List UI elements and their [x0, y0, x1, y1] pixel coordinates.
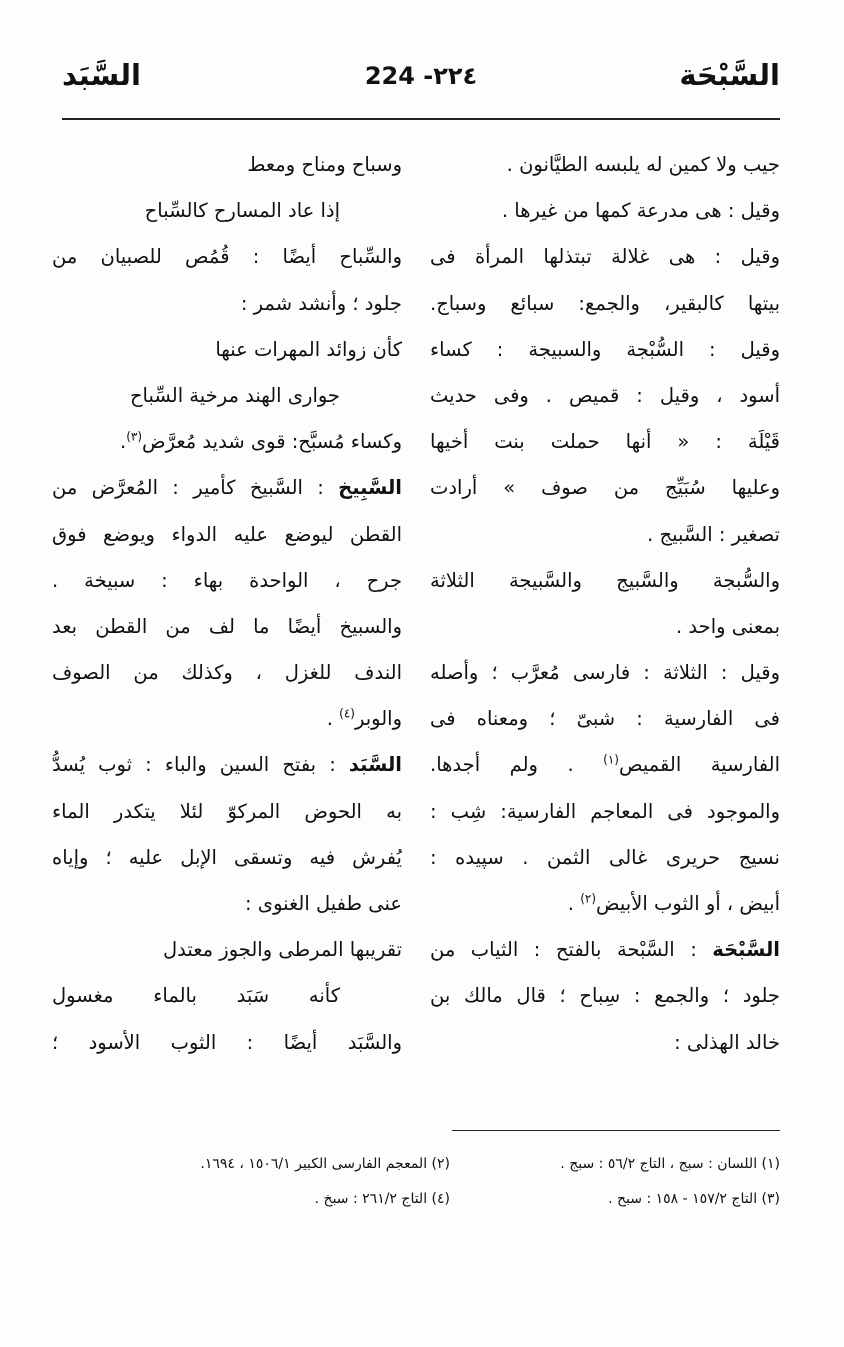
line-text: : السَّبْحة بالفتح : الثياب من: [430, 938, 713, 962]
right-column-line: [430, 789, 780, 835]
right-column-line: [430, 327, 780, 373]
left-column-line: [52, 281, 402, 327]
left-column-line: [52, 512, 402, 558]
line-text: وقيل : هى مدرعة كمها من غيرها .: [501, 199, 780, 223]
line-text: فى الفارسية : شبىّ ؛ ومعناه فى: [430, 707, 780, 731]
footnote-marker: (٣): [126, 429, 143, 444]
page-header: [62, 58, 780, 108]
line-text: الندف للغزل ، وكذلك من الصوف: [52, 661, 402, 685]
line-text: جلود ؛ وأنشد شمر :: [240, 291, 402, 315]
line-text: أبيض ، أو الثوب الأبيض: [596, 892, 780, 915]
line-text: والسِّباح أيضًا : قُمُص للصبيان من: [52, 245, 402, 269]
line-text: وسباح ومناح ومعط: [247, 153, 402, 176]
entry-headword: السَّبِيخ: [338, 476, 402, 500]
line-text: والسُّبجة والسَّبيج والسَّبيجة الثلاثة: [430, 568, 780, 592]
line-text: الفارسية القميص: [618, 753, 780, 777]
left-column-line: [52, 327, 402, 373]
line-text: نسيج حريرى غالى الثمن . سپيده :: [430, 845, 780, 869]
left-column-line: [52, 973, 402, 1019]
line-text: جيب ولا كمين له يلبسه الطيَّانون .: [506, 153, 780, 176]
line-text: وعليها سُبَيِّج من صوف » أرادت: [430, 476, 780, 500]
footnote-3: (٣) التاج ١٥٧/٢ - ١٥٨ : سبح .: [608, 1191, 780, 1207]
line-text: به الحوض المركوّ لئلا يتكدر الماء: [52, 799, 402, 823]
line-text: وقيل : هى غلالة تبتذلها المرأة فى: [430, 245, 780, 269]
entry-headword: السَّبْحَة: [712, 938, 780, 962]
left-column-line: [52, 188, 402, 234]
line-text: والموجود فى المعاجم الفارسية: شِب :: [430, 799, 780, 823]
line-text: القطن ليوضع عليه الدواء ويوضع فوق: [52, 522, 402, 546]
line-text: والسبيخ أيضًا ما لف من القطن بعد: [52, 614, 402, 638]
left-column-line: [52, 234, 402, 280]
line-text: والسَّبَد أيضًا : الثوب الأسود ؛: [52, 1030, 402, 1054]
line-text-after: .: [326, 707, 340, 731]
right-column-line: [430, 835, 780, 881]
line-text: وكساء مُسبَّح: قوى شديد مُعرَّض: [142, 430, 402, 454]
left-column-line: [52, 373, 402, 419]
line-text: يُفرش فيه وتسقى الإبل عليه ؛ وإياه: [52, 845, 402, 869]
left-column-line: [52, 927, 402, 973]
line-text-after: .: [120, 430, 127, 454]
entry-headword: السَّبَد: [348, 753, 402, 777]
line-text: إذا عاد المسارح كالسِّباح: [144, 199, 340, 223]
left-column-line: [52, 419, 402, 465]
line-text: خالد الهذلى :: [674, 1030, 780, 1054]
footnote-rule: [452, 1130, 780, 1131]
footnote-1: (١) اللسان : سبج ، التاج ٥٦/٢ : سبج .: [560, 1156, 780, 1172]
right-column-line: [430, 281, 780, 327]
line-text: والوبر: [354, 707, 402, 731]
left-column-line: [52, 789, 402, 835]
line-text: جوارى الهند مرخية السِّباح: [129, 383, 340, 407]
line-text: جلود ؛ والجمع : سِباح ؛ قال مالك بن: [430, 984, 780, 1008]
line-text: قَيْلَة : « أنها حملت بنت أخيها: [430, 430, 780, 454]
left-column-line: [52, 650, 402, 696]
right-column: [430, 142, 780, 1066]
left-column-line: [52, 835, 402, 881]
page-number: 224 -٢٢٤: [364, 62, 478, 90]
footnote-marker: (٢): [580, 891, 597, 906]
left-column-line: [52, 465, 402, 511]
left-column-line: [52, 742, 402, 788]
right-column-line: [430, 927, 780, 973]
line-text: كأنه سَبَد بالماء مغسول: [52, 984, 340, 1008]
line-text: عنى طفيل الغنوى :: [245, 892, 402, 915]
right-column-line: [430, 696, 780, 742]
left-column-line: [52, 604, 402, 650]
right-column-line: [430, 188, 780, 234]
right-column-line: [430, 881, 780, 927]
header-entry-right: السَّبْحَة: [679, 58, 780, 92]
right-column-line: [430, 373, 780, 419]
right-column-line: [430, 604, 780, 650]
left-column-line: [52, 1020, 402, 1066]
left-column-line: [52, 696, 402, 742]
right-column-line: [430, 558, 780, 604]
header-entry-left: السَّبَد: [62, 58, 141, 92]
line-text: جرح ، الواحدة بهاء : سبيخة .: [52, 568, 402, 592]
line-text: أسود ، وقيل : قميص . وفى حديث: [430, 383, 780, 407]
left-column: [52, 142, 402, 1066]
footnote-marker: (٤): [339, 706, 355, 721]
line-text: : بفتح السين والباء : ثوب يُسدُّ: [52, 753, 349, 777]
right-column-line: [430, 512, 780, 558]
line-text-after: .: [567, 892, 581, 915]
line-text: وقيل : السُّبْجة والسبيجة : كساء: [430, 337, 780, 361]
left-column-line: [52, 142, 402, 188]
left-column-line: [52, 881, 402, 927]
line-text: تقريبها المرطى والجوز معتدل: [162, 938, 402, 962]
line-text: : السَّبيخ كأمير : المُعرَّض من: [52, 476, 339, 500]
right-column-line: [430, 465, 780, 511]
right-column-line: [430, 142, 780, 188]
line-text: تصغير : السَّبيج .: [647, 522, 780, 546]
footnote-4: (٤) التاج ٢٦١/٢ : سبخ .: [314, 1191, 450, 1207]
line-text-after: . ولم أجدها.: [430, 753, 604, 777]
footnote-marker: (١): [603, 752, 619, 767]
right-column-line: [430, 1020, 780, 1066]
right-column-line: [430, 650, 780, 696]
right-column-line: [430, 973, 780, 1019]
line-text: كأن زوائد المهرات عنها: [215, 337, 402, 361]
header-rule: [62, 118, 780, 120]
footnote-2: (٢) المعجم الفارسى الكبير ١٥٠٦/١ ، ١٦٩٤.: [200, 1156, 450, 1172]
line-text: وقيل : الثلاثة : فارسى مُعرَّب ؛ وأصله: [430, 661, 780, 685]
line-text: بمعنى واحد .: [676, 614, 780, 638]
right-column-line: [430, 742, 780, 788]
right-column-line: [430, 234, 780, 280]
line-text: بيتها كالبقير، والجمع: سبائع وسباج.: [430, 291, 780, 315]
left-column-line: [52, 558, 402, 604]
right-column-line: [430, 419, 780, 465]
